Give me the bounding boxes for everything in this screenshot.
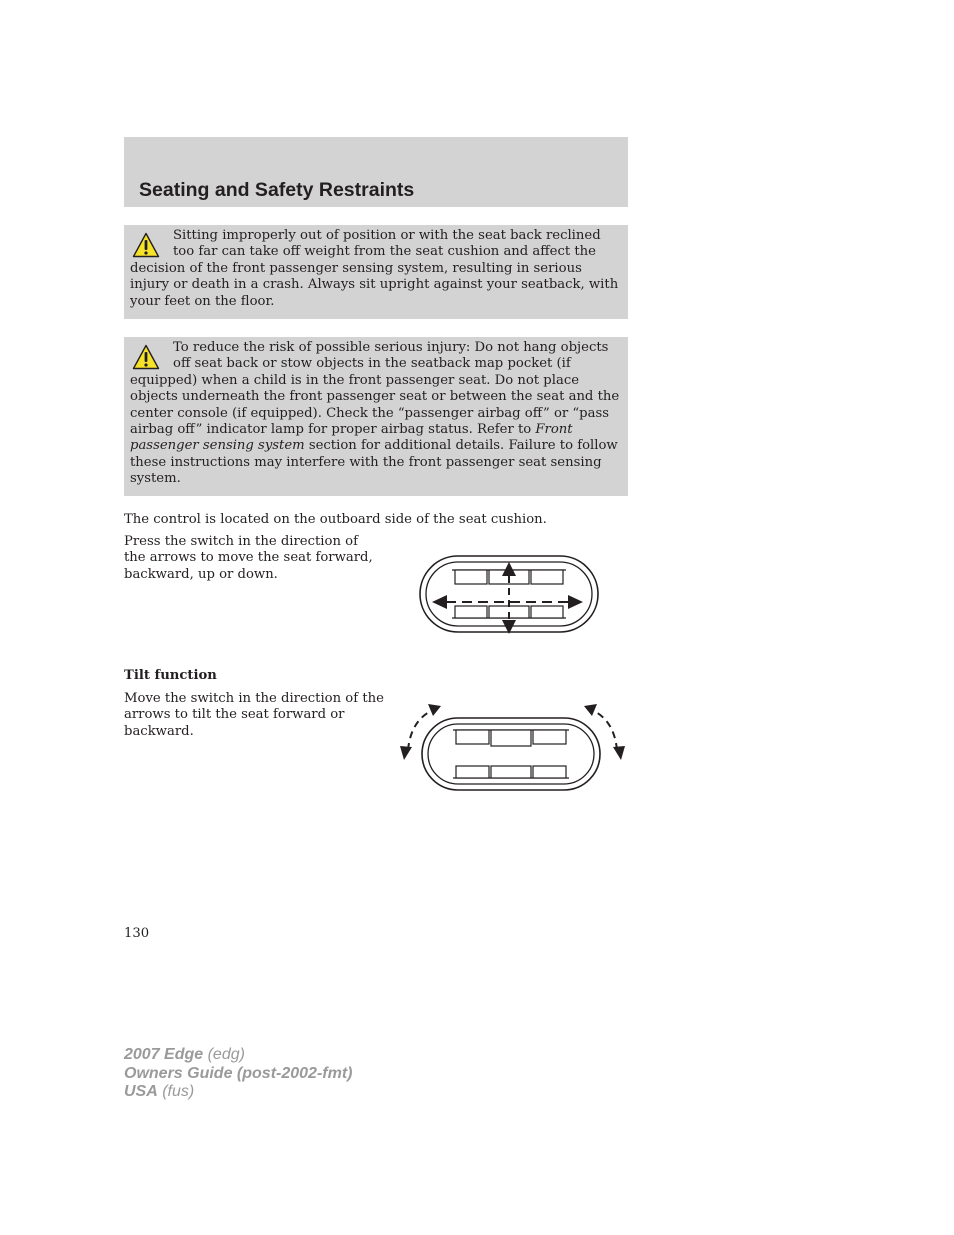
cross-reference-link-text: Front passenger sensing system [130,422,573,454]
seat-switch-tilt-diagram [395,700,630,795]
warning-box-seatback-objects [124,337,628,496]
control-location-note: The control is located on the outboard side of the seat cushion. [124,512,547,527]
seat-switch-move-diagram [400,550,620,640]
press-switch-instruction: Press the switch in the direction of the arrows to move the seat forward, backward, up or down. [124,534,373,582]
footer-model-line: 2007 Edge (edg) [124,1046,245,1063]
document-footer [124,1046,352,1102]
section-title: Seating and Safety Restraints [139,179,415,201]
footer-guide-line: Owners Guide (post-2002-fmt) [124,1064,353,1082]
warning-box-seat-position [124,225,628,319]
tilt-function-heading: Tilt function [124,668,217,683]
page-number: 130 [124,926,150,941]
warning-text: To reduce the risk of possible serious injury: Do not hang objects off seat back or stow objects in the seatback map pocket (if equipped) when a child is in the front passenger seat. Do not place objects underneath the front passenger seat or between the seat and the center console (if equipped). Check the “passenger airbag off” or “pass airbag off” indicator lamp for proper airbag status. Refer to Front passenger sensing system section for additional details. Failure to follow these instructions may interfere with the front passenger seat sensing system. [130,340,620,487]
footer-market-line: USA (fus) [124,1083,195,1101]
tilt-switch-instruction: Move the switch in the direction of the arrows to tilt the seat forward or backward. [124,691,384,739]
warning-text: Sitting improperly out of position or with the seat back reclined too far can take off weight from the seat cushion and affect the decision of the front passenger sensing system, resulting in serious injury or death in a crash. Always sit upright against your seatback, with your feet on the floor. [130,228,619,309]
section-header-band [124,137,628,207]
